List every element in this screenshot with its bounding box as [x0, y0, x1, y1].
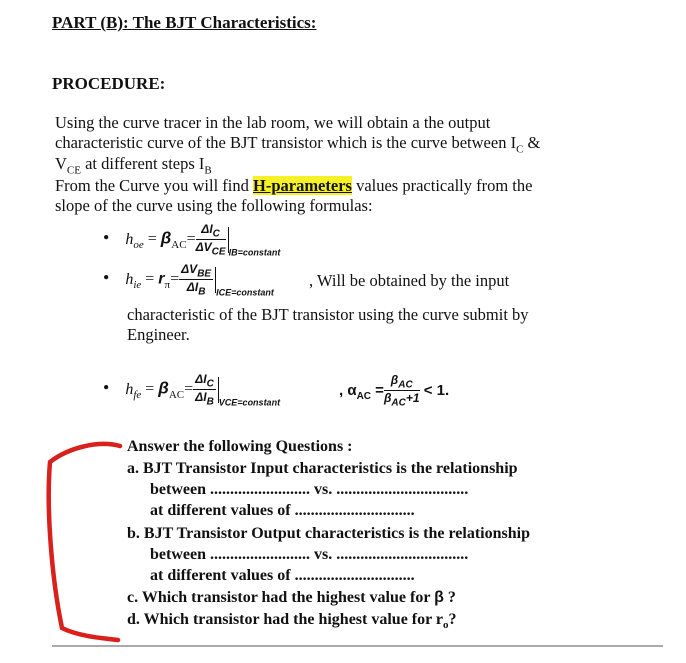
- question-b-values: at different values of ..............................: [150, 567, 415, 584]
- formula-alpha: , $\alpha_{AC}$ = $\frac{\beta_{AC}}{\beta_{AC}+1}$ < 1.: [339, 373, 450, 409]
- question-a: a. BJT Transistor Input characteristics is the relationship: [127, 460, 518, 477]
- divider-line: [52, 645, 663, 647]
- formula-hfe: • $h_{fe} = \beta_{AC}=$ $\frac{\Delta I_C}{\Delta I_B}$ $_{VCE=constant}$: [103, 372, 281, 408]
- formula-note: characteristic of the BJT transistor using the curve submit by: [127, 305, 529, 324]
- paragraph-line: Using the curve tracer in the lab room, we will obtain a the output: [55, 113, 491, 132]
- highlighted-term: H-parameters: [252, 176, 352, 195]
- red-bracket-annotation: [38, 440, 128, 650]
- formula-note: , Will be obtained by the input: [309, 271, 510, 290]
- question-a-values: at different values of ..............................: [150, 502, 415, 519]
- bullet: •: [103, 377, 110, 398]
- questions-heading: Answer the following Questions :: [127, 438, 353, 455]
- page-title: PART (B): The BJT Characteristics:: [52, 13, 317, 32]
- formula-hie: • $h_{ie} = r_\pi=$ $\frac{\Delta V_{BE}}{\Delta I_B}$ $_{ICE=constant}$: [103, 262, 274, 298]
- formula-hoe: • $h_{oe} = \beta_{AC}=$ $\frac{\Delta I_C}{\Delta V_{CE}}$ $_{IB=constant}$: [103, 222, 281, 258]
- paragraph-line: characteristic curve of the BJT transistor which is the curve between $I_C$ &: [55, 133, 541, 156]
- paragraph-line: From the Curve you will find H-parameters values practically from the: [55, 176, 533, 195]
- procedure-heading: PROCEDURE:: [52, 74, 166, 93]
- paragraph-line: $V_{CE}$ at different steps $I_B$: [55, 154, 212, 177]
- question-b-blanks: between ......................... vs. .................................: [150, 546, 469, 563]
- formula-note: Engineer.: [127, 325, 190, 344]
- question-c: c. Which transistor had the highest value for β ?: [127, 589, 456, 606]
- bullet: •: [103, 227, 110, 248]
- bullet: •: [103, 267, 110, 288]
- question-a-blanks: between ......................... vs. .................................: [150, 481, 469, 498]
- question-b: b. BJT Transistor Output characteristics is the relationship: [127, 525, 530, 542]
- question-d: d. Which transistor had the highest value for $r_o$?: [127, 611, 457, 632]
- paragraph-line: slope of the curve using the following formulas:: [55, 196, 373, 215]
